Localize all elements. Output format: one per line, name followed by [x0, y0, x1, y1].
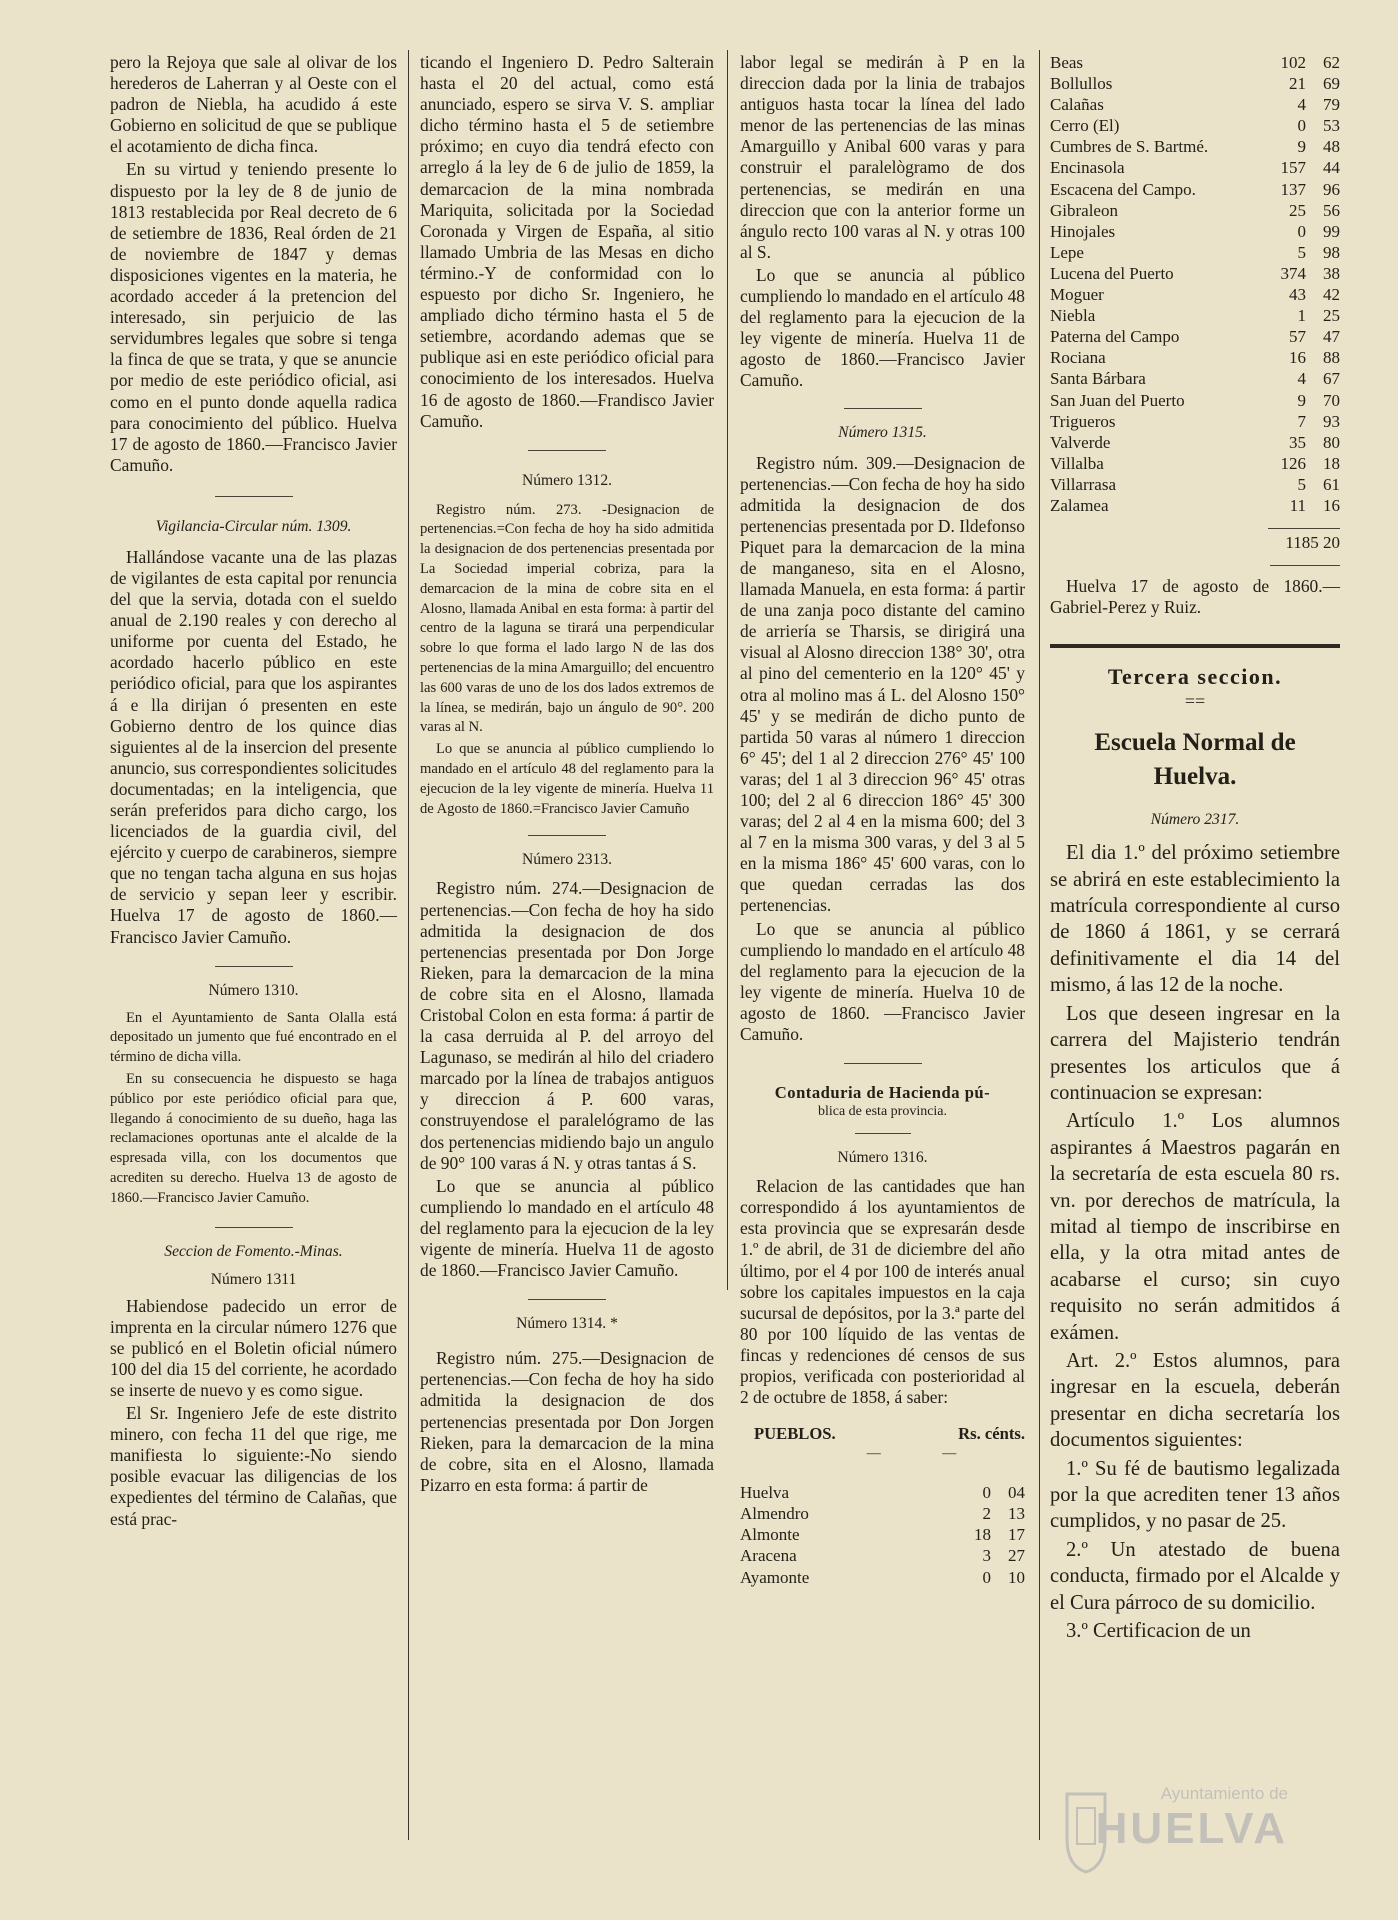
column-2	[420, 52, 714, 1498]
amount-table-continued	[1050, 52, 1340, 516]
reales-value: 374	[1280, 263, 1306, 283]
centimos-value: 38	[1323, 263, 1340, 283]
centimos-value: 04	[1008, 1483, 1025, 1503]
amount-table	[740, 1482, 1025, 1587]
reales-value: 126	[1280, 453, 1306, 473]
centimos-value: 53	[1323, 116, 1340, 136]
header-dash: —	[942, 1446, 957, 1462]
column-3	[740, 52, 1025, 1588]
paragraph: Los que deseen ingresar en la carrera del Majisterio tendrán presentes los articulos que á continuacion se expresan:	[1050, 1002, 1340, 1104]
town-name: Villarrasa	[1050, 474, 1116, 494]
paragraph: En su virtud y teniendo presente lo dispuesto por la ley de 8 de junio de 1813 restablecida por Real decreto de 6 de setiembre de 1836, Real órden de 21 de noviembre de 1847 y demas disposiciones vigentes en la materia, he acordado acceder á la pretencion del interesado, sin perjuicio de las servidumbres legales que sobre si tenga la finca de que se trata, y que se anuncie por medio de este periódico oficial, asi como en el punto donde aquella radica para conocimiento del público. Huelva 17 de agosto de 1860.—Francisco Javier Camuño.	[110, 159, 397, 475]
table-row	[1050, 284, 1340, 305]
paragraph: En su consecuencia he dispuesto se haga público por este periódico oficial para que, llegando á conocimiento de su dueño, haga las reclamaciones oportunas ante el alcalde de la espresada villa, con los documentos que acrediten su derecho. Huelva 13 de agosto de 1860.—Francisco Javier Camuño.	[110, 1071, 397, 1206]
table-row	[1050, 326, 1340, 347]
paragraph: Relacion de las cantidades que han correspondido á los ayuntamientos de esta provincia que se expresarán desde 1.º de abril, de 31 de diciembre del año último, por el 4 por 100 de interés anual sobre los capitales impuestos en la caja sucursal de depósitos, por la 3.ª parte del 80 por 100 líquido de las ventas de fincas y redenciones dé censos de sus propios, verificada con posterioridad al 2 de octubre de 1858, á saber:	[740, 1176, 1025, 1408]
town-name: Villalba	[1050, 453, 1104, 473]
section-ornament: ==	[1184, 691, 1206, 712]
paragraph: labor legal se medirán à P en la direccion dada por la linia de trabajos antiguos hasta tocar la línea del lado menor de las pertenencias de las minas Amarguillo y Anibal 600 varas y para construir el paralelògramo de dos pertenencias, se medirán en una direccion que con la anterior forme un ángulo recto 100 varas al N. y otras 100 al S.	[740, 52, 1025, 262]
paragraph: Lo que se anuncia al público cumpliendo lo mandado en el artículo 48 del reglamento para la ejecucion de la ley vigente de minería. Huelva 11 de agosto de 1860.—Francisco Javier Camuño.	[740, 264, 1025, 391]
separator	[528, 835, 606, 836]
town-name: Almendro	[740, 1504, 809, 1524]
table-row	[1050, 73, 1340, 94]
town-name: Hinojales	[1050, 221, 1116, 241]
table-row	[740, 1545, 1025, 1566]
table-row	[1050, 221, 1340, 242]
table-row	[1050, 200, 1340, 221]
total-rule	[1268, 528, 1340, 529]
town-name: San Juan del Puerto	[1050, 390, 1185, 410]
separator	[844, 408, 922, 409]
centimos-value: 79	[1323, 95, 1340, 115]
section-heading: Número 1314. *	[516, 1315, 618, 1333]
watermark-line-1: Ayuntamiento de	[1160, 1784, 1288, 1803]
separator	[215, 966, 293, 967]
section-heading: Contaduria de Hacienda pú-	[774, 1083, 991, 1103]
section-subheading: blica de esta provincia.	[817, 1104, 948, 1120]
reales-value: 4	[1297, 369, 1306, 389]
paragraph: Habiendose padecido un error de imprenta en la circular número 1276 que se publicó en el Boletin oficial número 100 del dia 15 del corriente, he acordado se inserte de nuevo y es como sigue.	[110, 1295, 397, 1400]
section-heading: Número 1310.	[208, 981, 299, 999]
reales-value: 1	[1297, 306, 1306, 326]
centimos-value: 93	[1323, 411, 1340, 431]
reales-value: 5	[1297, 242, 1306, 262]
paragraph: Registro núm. 309.—Designacion de pertenencias.—Con fecha de hoy ha sido admitida la designacion de dos pertenencias presentada por D. Ildefonso Piquet para la demarcacion de la mina de manganeso, sita en el Alosno, llamada Manuela, en esta forma: á partir de una zanja poco distante del camino de arriería se Tharsis, se dirigirá una visual al Alosno direccion 138° 30', otra al pino del cementerio en la 120° 45' y otra al molino mas á L. del Alosno 150° 45' y se medirán de dicho punto de partida 50 varas al número 1 direccion 6° 45'; del 1 al 2 direccion 276° 45' 100 varas; del 1 al 3 direccion 96° 45' otras 100; del 2 al 6 direccion 186° 45' 300 varas; del 2 al 4 en la misma 600; del 3 al 7 en la misma 300 varas, y del 3 al 5 en la misma 186° 45' 600 varas, con lo que quedan cerradas las dos pertenencias.	[740, 452, 1025, 916]
reales-value: 0	[1297, 221, 1306, 241]
paragraph: En el Ayuntamiento de Santa Olalla está depositado un jumento que fué encontrado en el término de dicha villa.	[110, 1009, 397, 1066]
header-dash: —	[866, 1446, 881, 1462]
section-heading: Número 1311	[210, 1270, 297, 1288]
centimos-value: 96	[1323, 179, 1340, 199]
town-name: Rociana	[1050, 348, 1106, 368]
centimos-value: 61	[1323, 474, 1340, 494]
table-row	[1050, 242, 1340, 263]
table-row	[1050, 115, 1340, 136]
table-header	[740, 1410, 1025, 1448]
table-row	[740, 1524, 1025, 1545]
centimos-value: 98	[1323, 242, 1340, 262]
section-heading: Número 2313.	[521, 851, 613, 869]
reales-value: 11	[1289, 495, 1306, 515]
town-name: Encinasola	[1050, 158, 1125, 178]
town-name: Paterna del Campo	[1050, 327, 1180, 347]
reales-value: 43	[1289, 285, 1306, 305]
table-row	[1050, 453, 1340, 474]
separator	[528, 450, 606, 451]
reales-value: 9	[1297, 137, 1306, 157]
table-row	[740, 1503, 1025, 1524]
table-row	[1050, 52, 1340, 73]
table-row	[1050, 474, 1340, 495]
reales-value: 102	[1280, 53, 1306, 72]
reales-value: 157	[1280, 158, 1306, 178]
separator	[844, 1063, 922, 1064]
town-name: Lepe	[1050, 242, 1084, 262]
centimos-value: 42	[1323, 285, 1340, 305]
town-name: Bollullos	[1050, 74, 1113, 94]
table-row	[1050, 305, 1340, 326]
reales-value: 2	[982, 1504, 991, 1524]
town-name: Cerro (El)	[1050, 116, 1120, 136]
paragraph: El Sr. Ingeniero Jefe de este distrito minero, con fecha 11 del que rige, me manifiesta lo siguiente:-No siendo posible evacuar las diligencias de los expedientes del término de Calañas, que está prac-	[110, 1403, 397, 1529]
paragraph: Registro núm. 275.—Designacion de pertenencias.—Con fecha de hoy ha sido admitida la designacion de dos pertenencias presentada por Don Jorgen Rieken, para la demarcacion de la mina de cobre, sita en el Alosno, llamada Pizarro en esta forma: á partir de	[420, 1348, 714, 1495]
town-name: Beas	[1050, 53, 1084, 72]
centimos-value: 13	[1008, 1504, 1025, 1524]
paragraph: Registro núm. 274.—Designacion de pertenencias.—Con fecha de hoy ha sido admitida la designacion de dos pertenencias presentada por Don Jorge Rieken, para la demarcacion de la mina de cobre sita en el Alosno, llamada Cristobal Colon en esta forma: á partir de la casa derruida al P. del arroyo del Lagunaso, se medirán al hilo del criadero marcado por la línea de trabajos antiguos y direccion á P. 600 varas, construyendose el paralelógramo de las dos pertenencias midiendo bajo un angulo de 90° 100 varas á N. y otras tantas á S.	[420, 878, 714, 1173]
table-row	[1050, 157, 1340, 178]
reales-value: 3	[982, 1546, 991, 1566]
separator	[528, 1299, 606, 1300]
reales-value: 16	[1289, 348, 1306, 368]
reales-value: 0	[982, 1483, 991, 1503]
centimos-value: 16	[1323, 495, 1340, 515]
paragraph: Hallándose vacante una de las plazas de vigilantes de esta capital por renuncia del que la servia, dotada con el sueldo anual de 2.190 reales y con derecho al uniforme por cuenta del Estado, he acordado hacerlo público en este periódico oficial, para que los aspirantes á e lla dirijan ó presenten en este Gobierno dentro de los quince dias siguientes al de la insercion del presente anuncio, sus correspondientes solicitudes documentadas; en la inteligencia, que serán preferidos para dicho cargo, los licenciados de la guardia civil, del ejército y cuerpo de carabineros, siempre que no tengan tacha alguna en sus hojas de servicio y sepan leer y escribir. Huelva 17 de agosto de 1860.—Francisco Javier Camuño.	[110, 546, 397, 947]
reales-value: 35	[1289, 432, 1306, 452]
town-name: Trigueros	[1050, 411, 1116, 431]
reales-value: 57	[1289, 327, 1306, 347]
reales-value: 9	[1297, 390, 1306, 410]
reales-value: 21	[1289, 74, 1306, 94]
paragraph: Lo que se anuncia al público cumpliendo lo mandado en el artículo 48 del reglamento para la ejecucion de la ley vigente de minería. Huelva 10 de agosto de 1860. —Francisco Javier Camuño.	[740, 918, 1025, 1045]
centimos-value: 18	[1323, 453, 1340, 473]
table-row	[1050, 368, 1340, 389]
table-row	[740, 1567, 1025, 1588]
reales-value: 7	[1297, 411, 1306, 431]
town-name: Calañas	[1050, 95, 1104, 115]
town-name: Gibraleon	[1050, 200, 1118, 220]
centimos-value: 80	[1323, 432, 1340, 452]
paragraph: 3.º Certificacion de un	[1066, 1620, 1251, 1643]
town-name: Zalamea	[1050, 495, 1109, 515]
town-name: Almonte	[740, 1525, 800, 1545]
town-name: Niebla	[1050, 306, 1096, 326]
table-row	[1050, 136, 1340, 157]
centimos-value: 25	[1323, 306, 1340, 326]
table-row	[1050, 179, 1340, 200]
town-name: Huelva	[740, 1483, 790, 1503]
paragraph: Lo que se anuncia al público cumpliendo lo mandado en el artículo 48 del reglamento para la ejecucion de la ley vigente de minería. Huelva 11 de agosto de 1860.—Francisco Javier Camuño.	[420, 1175, 714, 1281]
table-row	[1050, 390, 1340, 411]
section-heading: Número 1312.	[521, 471, 613, 489]
paragraph: 2.º Un atestado de buena conducta, firmado por el Alcalde y el Cura párroco de su domicilio.	[1050, 1538, 1340, 1614]
section-heading: Número 1315.	[838, 423, 927, 441]
table-row	[1050, 432, 1340, 453]
reales-value: 0	[982, 1567, 991, 1587]
section-title: Tercera seccion.	[1107, 664, 1283, 690]
centimos-value: 99	[1323, 221, 1340, 241]
column-header-amount: Rs. cénts.	[958, 1424, 1025, 1444]
table-row	[1050, 495, 1340, 516]
column-rule	[408, 50, 409, 1840]
centimos-value: 70	[1323, 390, 1340, 410]
watermark-line-2: HUELVA	[1095, 1804, 1288, 1853]
paragraph: Art. 2.º Estos alumnos, para ingresar en la escuela, deberán presentar en dicha secretaría los documentos siguientes:	[1050, 1349, 1340, 1452]
centimos-value: 17	[1008, 1525, 1025, 1545]
centimos-value: 69	[1323, 74, 1340, 94]
separator	[215, 496, 293, 497]
column-1	[110, 52, 397, 1532]
signature-line: Huelva 17 de agosto de 1860.—Gabriel-Perez y Ruiz.	[1050, 576, 1340, 618]
column-header-pueblos: PUEBLOS.	[754, 1424, 836, 1444]
column-rule	[1039, 50, 1040, 1840]
separator	[1270, 565, 1340, 566]
town-name: Cumbres de S. Bartmé.	[1050, 137, 1209, 157]
paragraph: pero la Rejoya que sale al olivar de los herederos de Laherran y al Oeste con el padron de Niebla, ha acudido á este Gobierno en solicitud de que se publique el acotamiento de dicha finca.	[110, 52, 397, 157]
paragraph: ticando el Ingeniero D. Pedro Salterain hasta el 20 del actual, como está anunciado, espero se sirva V. S. ampliar dicho término hasta el 5 de setiembre próximo; en cuyo dia tendrá efecto con arreglo á la ley de 6 de julio de 1859, la demarcacion de la mina nombrada Mariquita, solicitada por la Sociedad Coronada y Virgen de España, al sitio llamado Umbria de las Mesas en dicho término.-Y de conformidad con lo espuesto por dicho Sr. Ingeniero, he ampliado dicho término hasta el 5 de setiembre, acordando ademas que se publique asi en este periódico oficial para conocimiento de los interesados. Huelva 16 de agosto de 1860.—Frandisco Javier Camuño.	[420, 52, 714, 431]
town-name: Escacena del Campo.	[1050, 179, 1196, 199]
centimos-value: 47	[1323, 327, 1340, 347]
town-name: Valverde	[1050, 432, 1111, 452]
reales-value: 5	[1297, 474, 1306, 494]
reales-value: 25	[1289, 200, 1306, 220]
table-row	[1050, 411, 1340, 432]
column-4	[1050, 52, 1340, 1646]
centimos-value: 27	[1008, 1546, 1025, 1566]
reales-value: 137	[1280, 179, 1306, 199]
paragraph: 1.º Su fé de bautismo legalizada por la que acrediten tener 13 años cumplidos, y no pasar de 25.	[1050, 1457, 1340, 1533]
section-heading: Número 2317.	[1150, 811, 1240, 829]
reales-value: 4	[1297, 95, 1306, 115]
table-row	[740, 1482, 1025, 1503]
town-name: Moguer	[1050, 285, 1104, 305]
table-row	[1050, 263, 1340, 284]
reales-value: 0	[1297, 116, 1306, 136]
archive-watermark	[1095, 1784, 1288, 1884]
separator	[855, 1133, 911, 1134]
centimos-value: 88	[1323, 348, 1340, 368]
paragraph: Artículo 1.º Los alumnos aspirantes á Maestros pagarán en la secretaría de esta escuela 80 rs. vn. por derechos de matrícula, la mitad al tiempo de inscribirse en ella, y la otra mitad antes de acabarse el curso; sin cuyo requisito no serán admitidos á exámen.	[1050, 1110, 1340, 1344]
centimos-value: 44	[1323, 158, 1340, 178]
table-row	[1050, 347, 1340, 368]
paragraph: El dia 1.º del próximo setiembre se abrirá en este establecimiento la matrícula correspondiente al curso de 1860 á 1861, y se cerrará definitivamente el dia 14 del mismo, á las 12 de la noche.	[1050, 842, 1340, 997]
separator	[215, 1227, 293, 1228]
reales-value: 18	[974, 1525, 991, 1545]
centimos-value: 10	[1008, 1567, 1025, 1587]
centimos-value: 67	[1323, 369, 1340, 389]
town-name: Aracena	[740, 1546, 797, 1566]
section-heading: Seccion de Fomento.-Minas.	[164, 1242, 343, 1260]
table-total: 1185 20	[1285, 533, 1340, 553]
column-rule	[727, 50, 728, 1290]
section-divider	[1050, 644, 1340, 648]
section-heading: Vigilancia-Circular núm. 1309.	[155, 517, 352, 535]
centimos-value: 48	[1323, 137, 1340, 157]
centimos-value: 56	[1323, 200, 1340, 220]
town-name: Santa Bárbara	[1050, 369, 1146, 389]
table-row	[1050, 94, 1340, 115]
town-name: Ayamonte	[740, 1567, 810, 1587]
institution-title: Escuela Normal de Huelva.	[1094, 729, 1296, 791]
table-header-underline	[740, 1448, 1025, 1460]
paragraph: Registro núm. 273. -Designacion de pertenencias.=Con fecha de hoy ha sido admitida la designacion de dos pertenencias presentada por La Sociedad imperial cobriza, para la demarcacion de la mina de cobre sita en el Alosno, llamada Anibal en esta forma: à partir del centro de la laguna se tirará una perpendicular sobre lo que forma el lado largo N de las dos pertenencias de la mina Amarguillo; del encuentro las 600 varas de uno de los dos lados extremos de la línea, se medirán, bajo un ángulo de 90°. 200 varas al N.	[420, 501, 714, 736]
section-heading: Número 1316.	[837, 1149, 928, 1167]
centimos-value: 62	[1323, 53, 1340, 72]
town-name: Lucena del Puerto	[1050, 263, 1174, 283]
paragraph: Lo que se anuncia al público cumpliendo lo mandado en el artículo 48 del reglamento para la ejecucion de la ley vigente de minería. Huelva 11 de Agosto de 1860.=Francisco Javier Camuño	[420, 741, 714, 817]
